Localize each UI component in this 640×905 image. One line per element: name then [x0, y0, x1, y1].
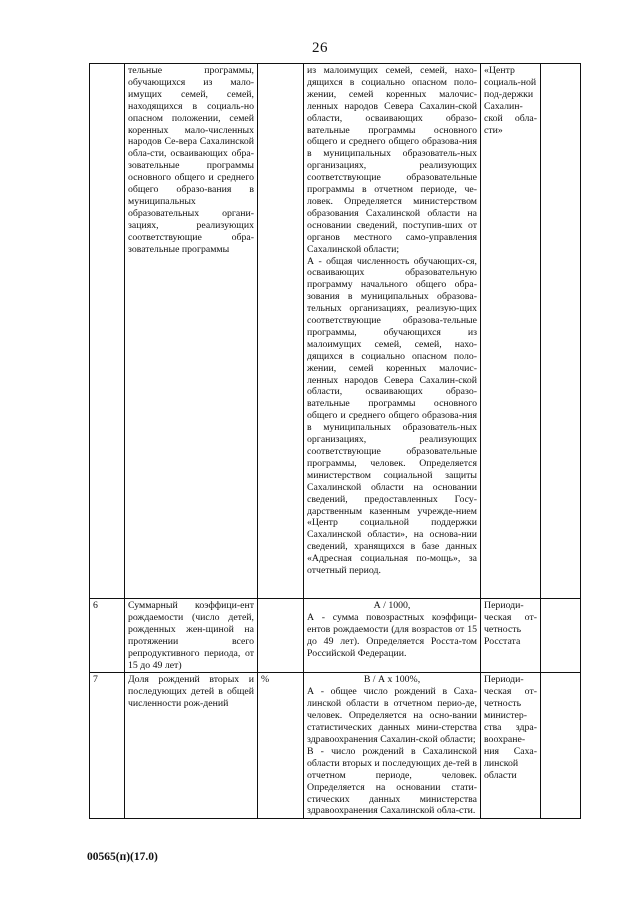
cell-unit — [258, 599, 304, 673]
table-row — [90, 64, 581, 599]
cell-unit: % — [258, 673, 304, 819]
indicator-table — [89, 63, 581, 819]
table-row — [90, 599, 581, 673]
cell-indicator: Суммарный коэффици-ент рождаемости (число детей, рожденных жен-щиной на протяжении всего репродуктивного периода, от 15 до 49 лет) — [125, 599, 258, 673]
cell-method — [304, 599, 481, 673]
cell-source: Периоди-ческая от-четность министер-ства здра-воохране-ния Саха-линской области — [481, 673, 541, 819]
cell-number: 7 — [90, 673, 125, 819]
method-formula: А / 1000, — [373, 600, 411, 611]
cell-source: «Центр социаль-ной под-держки Сахалин-ской обла-сти» — [481, 64, 541, 599]
method-paragraph: А - общее число рождений в Саха-линской области в отчетном перио-де, человек. Определяется на осно-вании статистических данных мини-стерства здравоохранения Сахалин-ской области; — [307, 686, 477, 745]
cell-number — [90, 64, 125, 599]
method-paragraph: А - общая численность обучающих-ся, осваивающих образовательную программу начального общего обра-зования в муниципальных образова-тельных организациях, реализую-щих соответствующие образова-тельные программы, обучающихся из малоимущих семей, семей, нахо-дящихся в социально опасном поло-жении, семей коренных малочис-ленных народов Севера Сахалин-ской области, осваивающих образо-вательные программы основного общего и среднего общего образова-ния в муниципальных образователь-ных организациях, реализующих соответствующие образовательные программы, человек. Определяется министерством социальной защиты Сахалинской области на основании сведений, предоставленных Госу-дарственным казенным учрежде-нием «Центр социальной поддержки Сахалинской области», на основа-нии сведений, хранящихся в базе данных «Адресная социальная по-мощь», за отчетный период. — [307, 255, 477, 577]
page-number: 26 — [312, 40, 328, 56]
method-paragraph: В - число рождений в Сахалинской области вторых и последующих де-тей в отчетном периоде, человек. Определяется на основании стати-стических данных министерства здравоохранения Сахалинской обла-сти. — [307, 745, 477, 817]
cell-indicator: Доля рождений вторых и последующих детей в общей численности рож-дений — [125, 673, 258, 819]
cell-extra — [541, 64, 581, 599]
cell-extra — [541, 599, 581, 673]
method-paragraph: из малоимущих семей, семей, нахо-дящихся в социально опасном поло-жении, семей коренных малочис-ленных народов Севера Сахалин-ской области, осваивающих образо-вательные программы основного общего и среднего общего образова-ния в муниципальных образователь-ных организациях, реализующих соответствующие образовательные программы в отчетном периоде, че-ловек. Определяется министерством образования Сахалинской области на основании сведений, поступив-ших от органов местного само-управления Сахалинской области; — [307, 65, 477, 255]
document-code: 00565(п)(17.0) — [87, 851, 158, 863]
cell-method — [304, 64, 481, 599]
method-formula: В / А х 100%, — [363, 674, 421, 686]
cell-number: 6 — [90, 599, 125, 673]
table-row — [90, 673, 581, 819]
method-paragraph: А - сумма повозрастных коэффици-ентов рождаемости (для возрастов от 15 до 49 лет). Определяется Росста-том Российской Федерации. — [307, 611, 477, 659]
cell-extra — [541, 673, 581, 819]
cell-unit — [258, 64, 304, 599]
cell-source: Периоди-ческая от-четность Росстата — [481, 599, 541, 673]
cell-indicator: тельные программы, обучающихся из мало-имущих семей, семей, находящихся в социаль-но опасном положении, семей коренных мало-численных народов Се-вера Сахалинской обла-сти, осваивающих обра-зовательные программы основного общего и среднего общего образо-вания в муниципальных образовательных органи-зациях, реализующих соответствующие обра-зовательные программы — [125, 64, 258, 599]
cell-method — [304, 673, 481, 819]
